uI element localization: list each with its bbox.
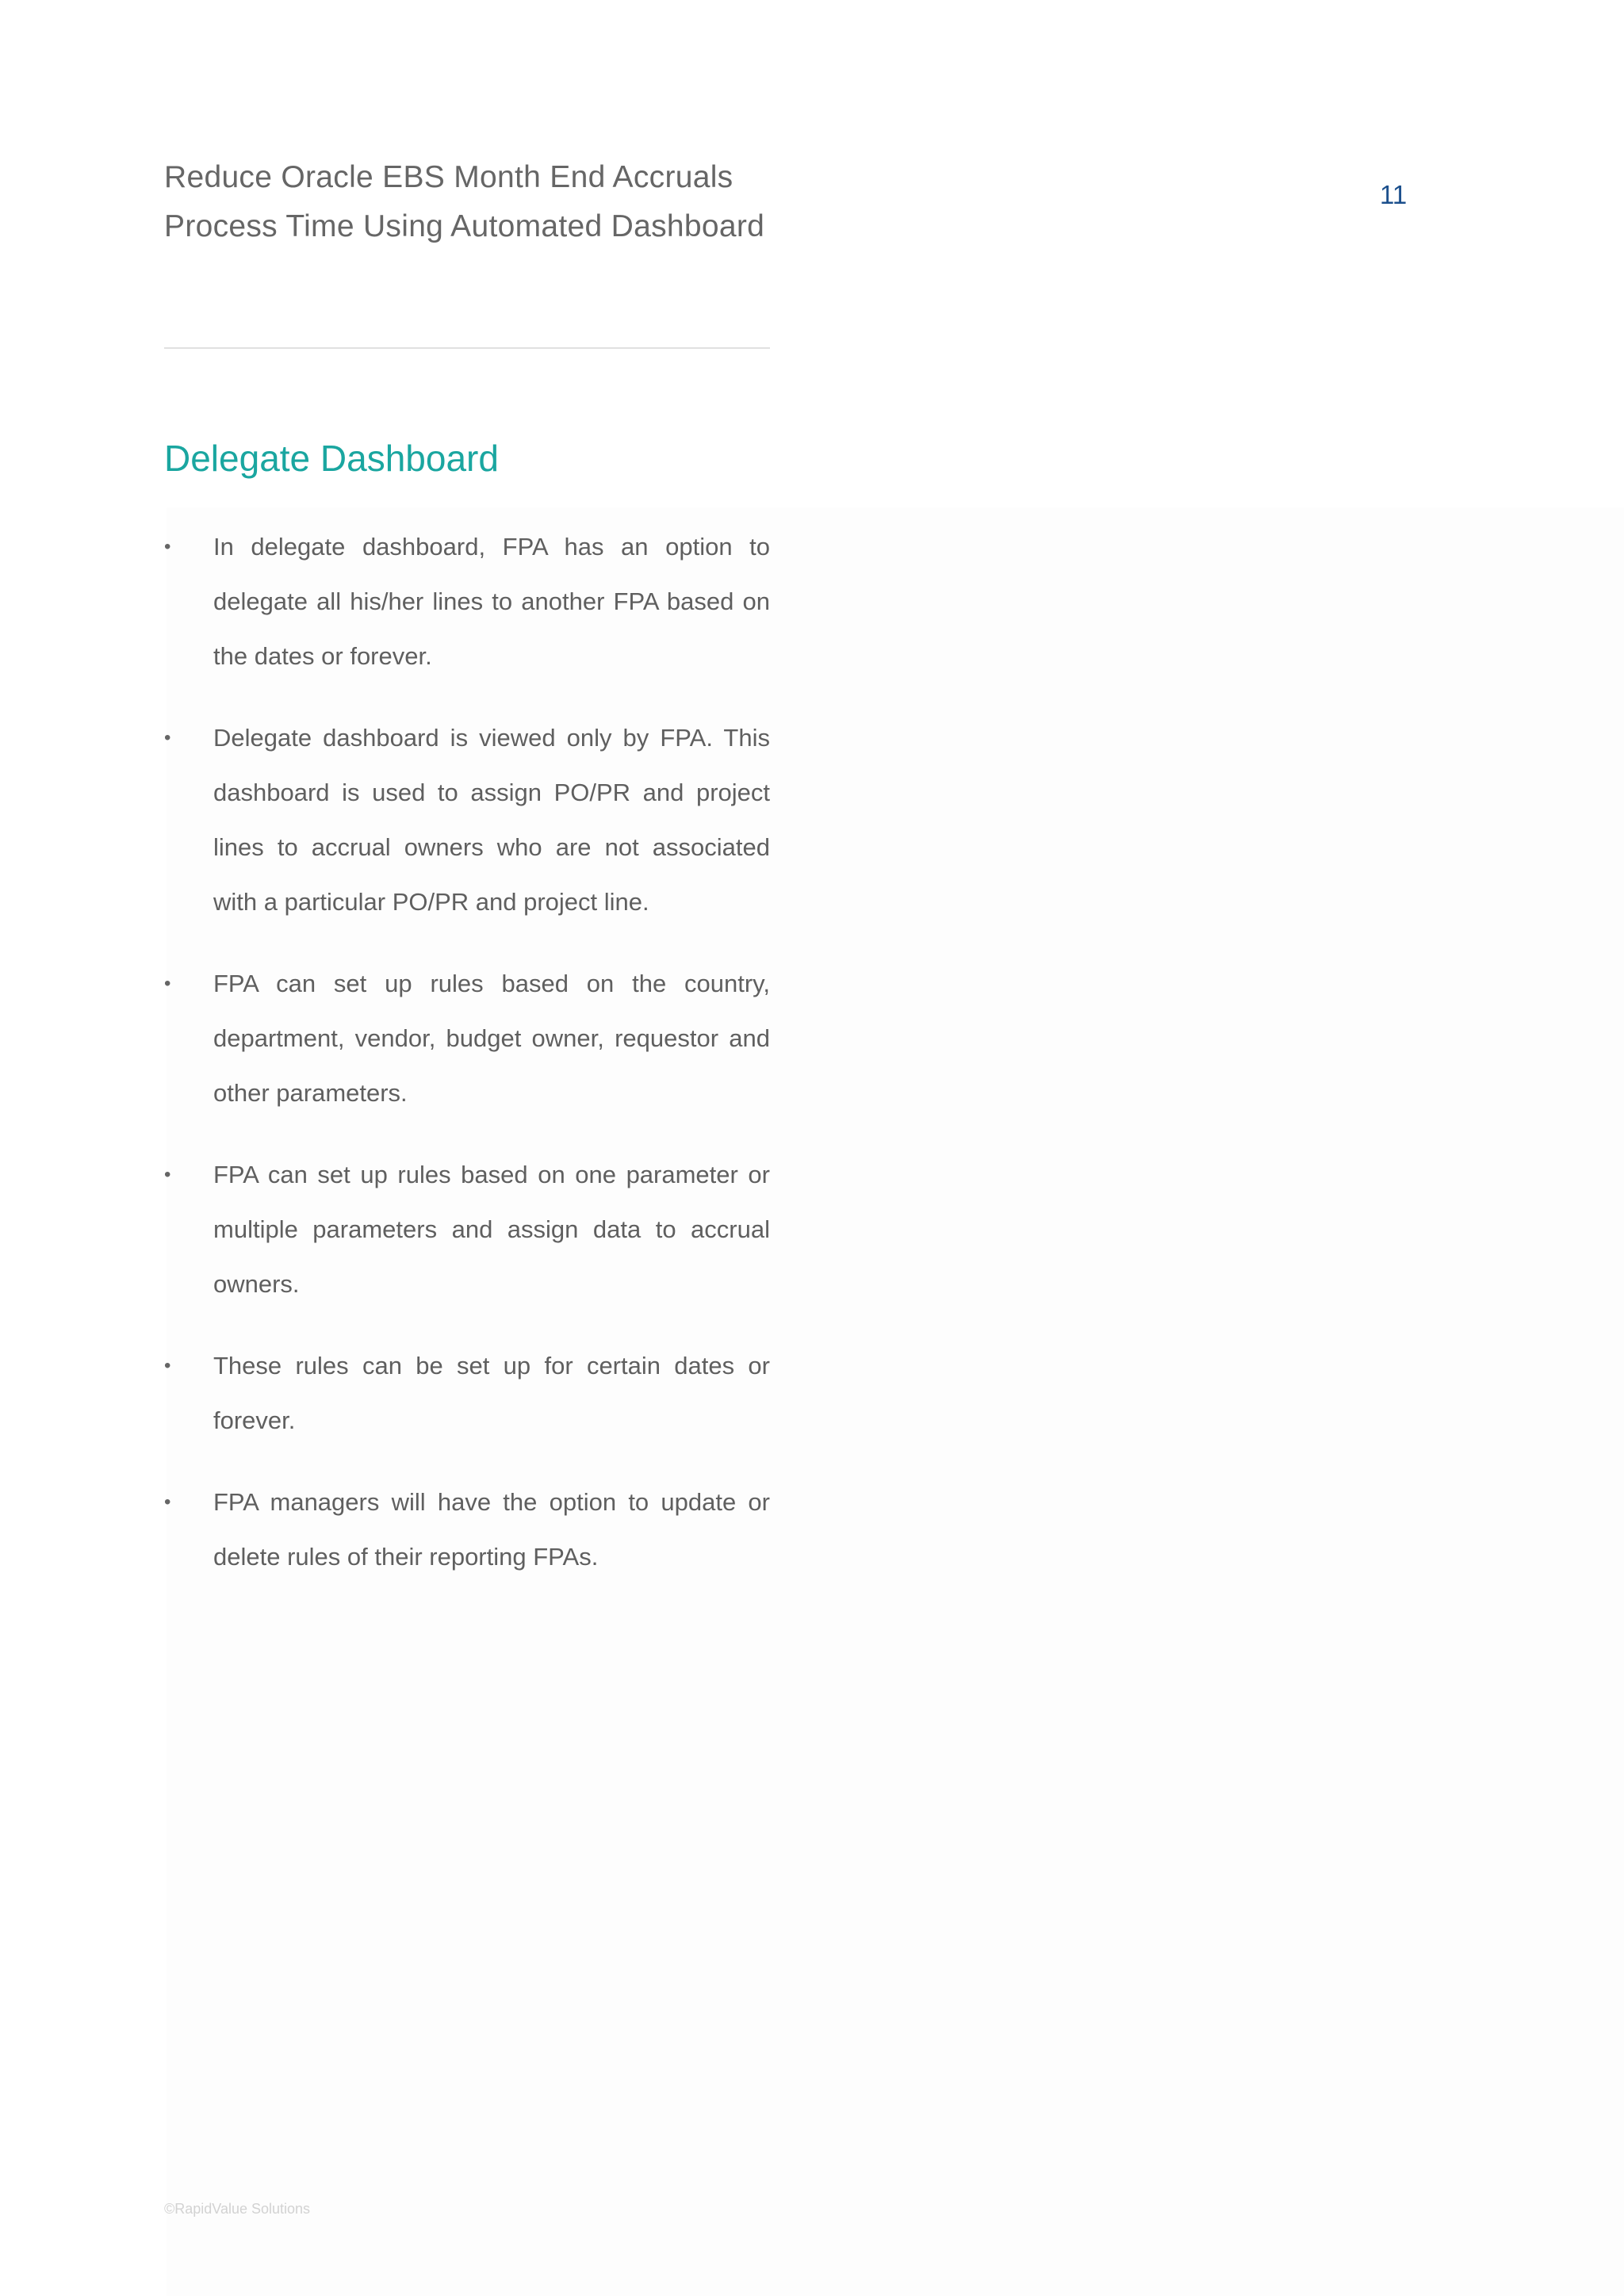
bullet-text: FPA can set up rules based on the country, department, vendor, budget owner, requestor and other parameters. xyxy=(213,970,770,1107)
bullet-text: FPA can set up rules based on one parameter or multiple parameters and assign data to accrual owners. xyxy=(213,1161,770,1298)
bullet-icon: • xyxy=(164,1355,171,1376)
bullet-icon: • xyxy=(164,536,171,557)
bullet-icon: • xyxy=(164,1491,171,1513)
list-item xyxy=(164,519,770,683)
page-number: 11 xyxy=(1380,180,1408,209)
bullet-text: FPA managers will have the option to update or delete rules of their reporting FPAs. xyxy=(213,1488,770,1571)
list-item xyxy=(164,1475,770,1584)
header-divider xyxy=(164,347,770,349)
document-title-line-1: Reduce Oracle EBS Month End Accruals xyxy=(164,160,733,194)
bullet-icon: • xyxy=(164,1164,171,1185)
document-header xyxy=(164,153,957,251)
section-title: Delegate Dashboard xyxy=(164,438,499,479)
list-item xyxy=(164,1147,770,1311)
bullet-icon: • xyxy=(164,727,171,748)
footer-copyright: ©RapidValue Solutions xyxy=(164,2201,311,2217)
bullet-list xyxy=(164,519,770,1611)
list-item xyxy=(164,1338,770,1448)
bullet-text: These rules can be set up for certain dates or forever. xyxy=(213,1352,770,1434)
document-title-line-2: Process Time Using Automated Dashboard xyxy=(164,209,765,243)
bullet-text: In delegate dashboard, FPA has an option to delegate all his/her lines to another FPA based on the dates or forever. xyxy=(213,533,770,670)
bullet-icon: • xyxy=(164,973,171,994)
list-item xyxy=(164,956,770,1120)
bullet-text: Delegate dashboard is viewed only by FPA. This dashboard is used to assign PO/PR and project lines to accrual owners who are not associated with a particular PO/PR and project line. xyxy=(213,724,770,916)
list-item xyxy=(164,710,770,929)
